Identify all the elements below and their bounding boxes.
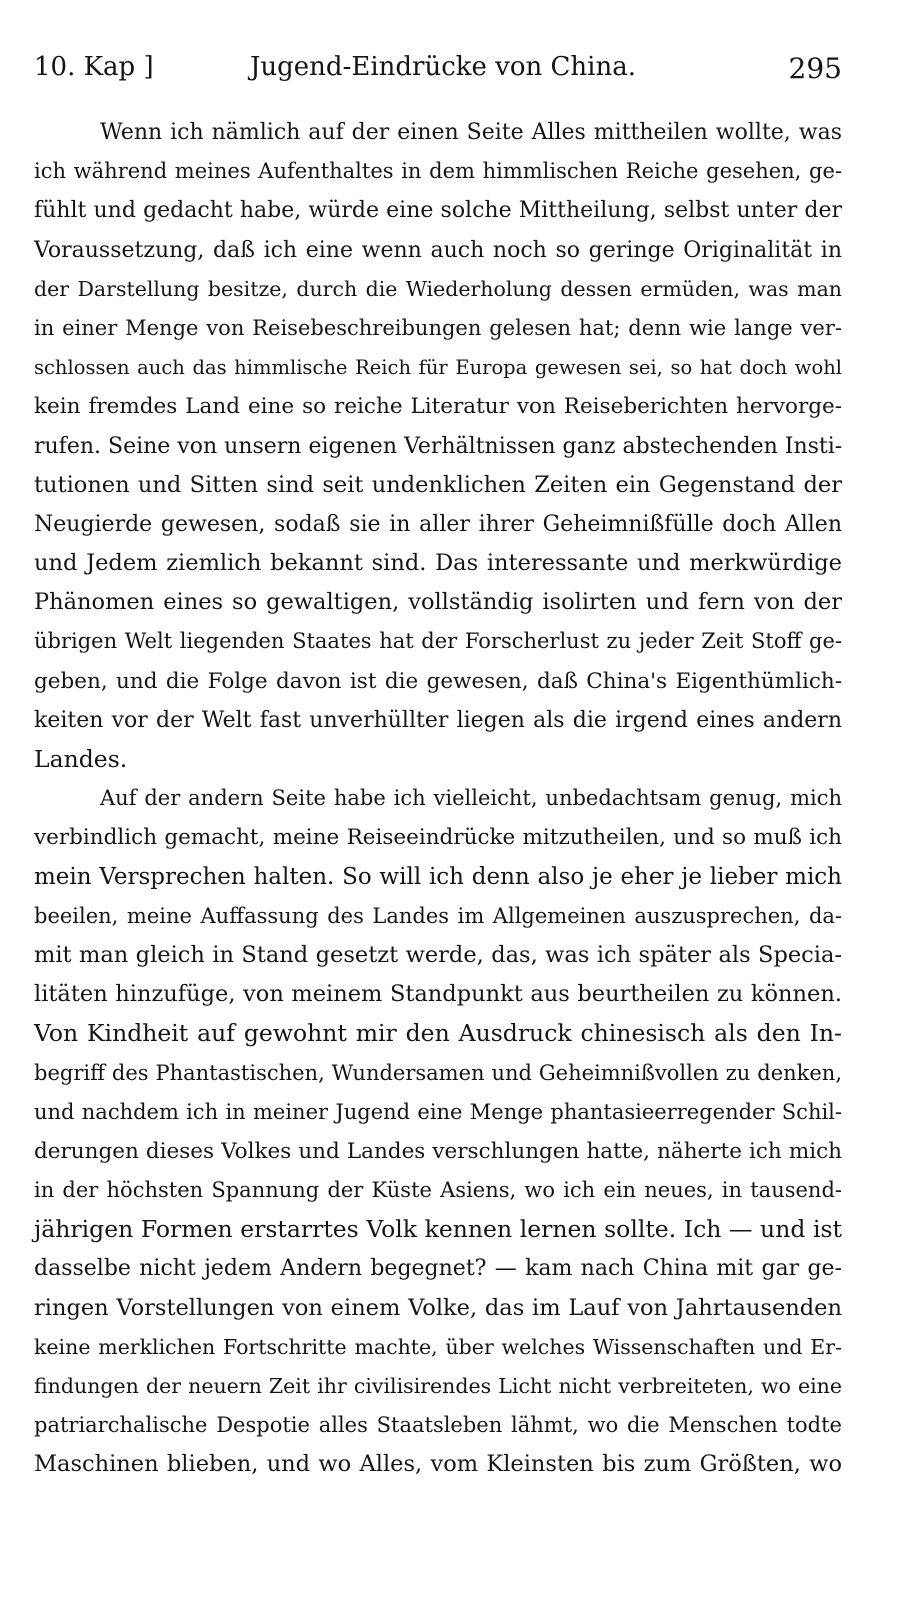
page-number: 295 [788, 52, 842, 85]
text-line: keiten vor der Welt fast unverhüllter liegen als die irgend eines andern [34, 707, 842, 733]
text-line: ringen Vorstellungen von einem Volke, das im Lauf von Jahrtausenden [34, 1294, 842, 1321]
text-line: kein fremdes Land eine so reiche Literatur von Reiseberichten hervorge- [34, 394, 842, 420]
text-line: und Jedem ziemlich bekannt sind. Das interessante und merkwürdige [34, 550, 842, 577]
text-line: begriff des Phantastischen, Wundersamen und Geheimnißvollen zu denken, [34, 1060, 842, 1085]
text-line: patriarchalische Despotie alles Staatsleben lähmt, wo die Menschen todte [34, 1413, 842, 1438]
text-line: mit man gleich in Stand gesetzt werde, das, was ich später als Specia- [34, 941, 842, 968]
text-line: schlossen auch das himmlische Reich für Europa gewesen sei, so hat doch wohl [34, 356, 842, 380]
text-line: Von Kindheit auf gewohnt mir den Ausdruck chinesisch als den In- [34, 1019, 842, 1048]
running-title: Jugend-Eindrücke von China. [249, 52, 636, 82]
text-line: Voraussetzung, daß ich eine wenn auch noch so geringe Originalität in [34, 237, 842, 263]
text-line: der Darstellung besitze, durch die Wiederholung dessen ermüden, was man [34, 276, 842, 301]
text-line: beeilen, meine Auffassung des Landes im Allgemeinen auszusprechen, da- [34, 903, 842, 928]
text-line: Maschinen blieben, und wo Alles, vom Kleinsten bis zum Größten, wo [34, 1451, 842, 1478]
body-text [34, 113, 842, 1485]
text-line: rufen. Seine von unsern eigenen Verhältnissen ganz abstechenden Insti- [34, 433, 843, 459]
text-line: in der höchsten Spannung der Küste Asiens, wo ich ein neues, in tausend- [34, 1178, 842, 1203]
text-line: übrigen Welt liegenden Staates hat der Forscherlust zu jeder Zeit Stoff ge- [34, 629, 842, 654]
text-line: Landes. [34, 745, 128, 773]
text-line: Phänomen eines so gewaltigen, vollständig isolirten und fern von der [34, 589, 842, 616]
text-line: dasselbe nicht jedem Andern begegnet? — kam nach China mit gar ge- [34, 1256, 842, 1282]
text-line: Auf der andern Seite habe ich vielleicht, unbedachtsam genug, mich [100, 786, 842, 811]
text-line: verbindlich gemacht, meine Reiseeindrücke mitzutheilen, und so muß ich [34, 825, 842, 851]
text-line: litäten hinzufüge, von meinem Standpunkt aus beurtheilen zu können. [34, 981, 842, 1008]
text-line: findungen der neuern Zeit ihr civilisirendes Licht nicht verbreiteten, wo eine [34, 1374, 842, 1398]
text-line: Wenn ich nämlich auf der einen Seite Alles mittheilen wollte, was [100, 120, 842, 145]
text-line: und nachdem ich in meiner Jugend eine Menge phantasieerregender Schil- [34, 1099, 842, 1124]
text-line: Neugierde gewesen, sodaß sie in aller ihrer Geheimnißfülle doch Allen [34, 511, 842, 537]
chapter-marker: 10. Kap ] [34, 52, 154, 82]
running-head [34, 52, 842, 92]
text-line: fühlt und gedacht habe, würde eine solche Mittheilung, selbst unter der [34, 198, 842, 224]
text-line: keine merklichen Fortschritte machte, über welches Wissenschaften und Er- [34, 1334, 842, 1359]
text-line: tutionen und Sitten sind seit undenklichen Zeiten ein Gegenstand der [34, 471, 842, 498]
text-line: ich während meines Aufenthaltes in dem himmlischen Reiche gesehen, ge- [34, 159, 842, 184]
text-line: jährigen Formen erstarrtes Volk kennen lernen sollte. Ich — und ist [34, 1215, 842, 1244]
text-line: geben, und die Folge davon ist die gewesen, daß China's Eigenthümlich- [34, 668, 842, 694]
text-line: mein Versprechen halten. So will ich denn also je eher je lieber mich [34, 863, 842, 890]
text-line: derungen dieses Volkes und Landes verschlungen hatte, näherte ich mich [34, 1138, 842, 1164]
text-line: in einer Menge von Reisebeschreibungen gelesen hat; denn wie lange ver- [34, 315, 842, 340]
